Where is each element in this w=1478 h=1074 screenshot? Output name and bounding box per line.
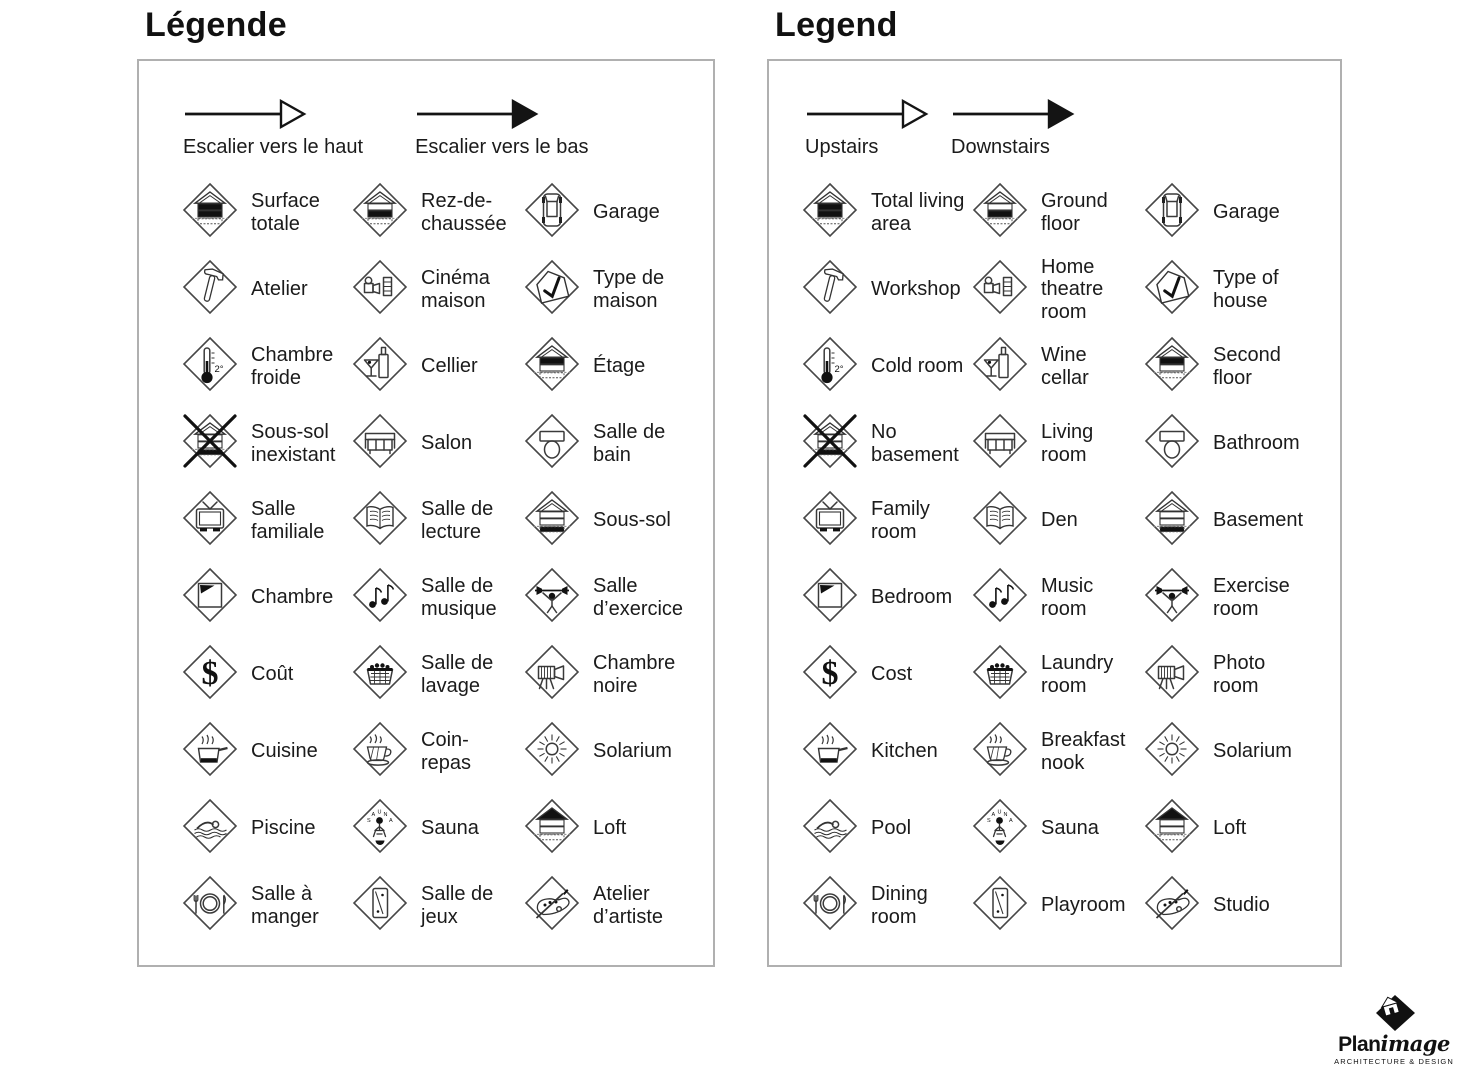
legend-item: [801, 251, 971, 328]
legend-item-label: Music room: [1041, 575, 1094, 620]
legend-item-label: Pool: [871, 817, 912, 840]
legend-item: [181, 405, 351, 482]
stair-arrow-group-open: [183, 97, 363, 159]
film-projector-icon: [971, 258, 1041, 321]
swimmer-icon: [181, 797, 251, 860]
svg-text:A: A: [1009, 818, 1013, 824]
laundry-basket-icon: [351, 643, 421, 706]
wine-bottle-glass-icon: [351, 335, 421, 398]
legend-item-label: Salle d’exercice: [593, 575, 684, 620]
legend-item: [971, 482, 1143, 559]
arrow-label: Escalier vers le haut: [183, 136, 364, 158]
legend-item: [351, 405, 523, 482]
legend-item-label: Rez-de-chaussée: [421, 190, 507, 235]
car-icon: [1143, 181, 1213, 244]
legend-item-label: Loft: [593, 817, 627, 840]
legend-box-french: [137, 59, 715, 967]
artist-palette-icon: [1143, 874, 1213, 937]
legend-item: [523, 713, 713, 790]
house-second-floor-icon: [1143, 335, 1213, 398]
sun-icon: [1143, 720, 1213, 783]
open-book-icon: [971, 489, 1041, 552]
legend-item: [351, 328, 523, 405]
legend-item: [1143, 405, 1340, 482]
legend-item-label: Sauna: [1041, 817, 1099, 840]
house-second-floor-icon: [523, 335, 593, 398]
legend-item: [1143, 328, 1340, 405]
stair-arrows-french: [183, 97, 713, 159]
movie-camera-icon: [1143, 643, 1213, 706]
legend-item: [971, 328, 1143, 405]
legend-item-label: Piscine: [251, 817, 316, 840]
legend-item: [181, 713, 351, 790]
legend-item-label: Bedroom: [871, 586, 953, 609]
weightlifter-icon: [523, 566, 593, 629]
stair-arrow-open: [805, 97, 929, 131]
legend-item: [181, 328, 351, 405]
legend-item-label: Étage: [593, 355, 646, 378]
legend-item: [523, 559, 713, 636]
legend-box-english: [767, 59, 1342, 967]
legend-item: [971, 174, 1143, 251]
bed-fold-icon: [801, 566, 871, 629]
legend-item: [351, 713, 523, 790]
sauna-person-icon: [971, 797, 1041, 860]
wine-bottle-glass-icon: [971, 335, 1041, 398]
legend-item-label: Atelier: [251, 278, 308, 301]
house-total-area-icon: [181, 181, 251, 244]
stair-arrow-open: [183, 97, 307, 131]
svg-text:2°: 2°: [834, 364, 844, 375]
legend-item-label: Solarium: [593, 740, 672, 763]
planimage-tagline: ARCHITECTURE & DESIGN: [1334, 1057, 1454, 1066]
open-book-icon: [351, 489, 421, 552]
sun-icon: [523, 720, 593, 783]
legend-item: [181, 790, 351, 867]
stair-arrow-filled: [951, 97, 1075, 131]
house-crossed-out-icon: [801, 412, 871, 475]
legend-item: [801, 482, 971, 559]
swimmer-icon: [801, 797, 871, 860]
coffee-cup-icon: [351, 720, 421, 783]
legend-item: [971, 405, 1143, 482]
music-notes-icon: [351, 566, 421, 629]
hammer-icon: [801, 258, 871, 321]
legend-item: [351, 251, 523, 328]
arrow-label: Upstairs: [805, 136, 879, 158]
page-title-english: Legend: [775, 6, 898, 44]
legend-item-label: Cinéma maison: [421, 267, 490, 312]
coffee-cup-icon: [971, 720, 1041, 783]
house-basement-icon: [523, 489, 593, 552]
stair-arrow-group-filled: [951, 97, 1075, 159]
thermometer-icon: [801, 335, 871, 398]
legend-item-label: Family room: [871, 498, 930, 543]
legend-item: [181, 251, 351, 328]
legend-item-label: Sous-sol: [593, 509, 671, 532]
dollar-sign-icon: [801, 643, 871, 706]
legend-item-label: Chambre froide: [251, 344, 334, 389]
legend-item-label: Coin-repas: [421, 729, 472, 774]
artist-palette-icon: [523, 874, 593, 937]
legend-item-label: Coût: [251, 663, 294, 686]
house-basement-icon: [1143, 489, 1213, 552]
laundry-basket-icon: [971, 643, 1041, 706]
legend-item-label: Atelier d’artiste: [593, 883, 664, 928]
legend-item: [523, 174, 713, 251]
legend-item: [523, 867, 713, 944]
hammer-icon: [181, 258, 251, 321]
legend-item-label: Solarium: [1213, 740, 1292, 763]
television-icon: [801, 489, 871, 552]
planimage-logo: [1320, 993, 1468, 1066]
legend-item: [523, 790, 713, 867]
legend-item: [181, 559, 351, 636]
arrow-label: Downstairs: [951, 136, 1050, 158]
legend-item-label: Type of house: [1213, 267, 1279, 312]
legend-item-label: Salle à manger: [251, 883, 319, 928]
legend-item-label: Cost: [871, 663, 913, 686]
legend-item-label: Workshop: [871, 278, 961, 301]
legend-item: [801, 636, 971, 713]
weightlifter-icon: [1143, 566, 1213, 629]
legend-item: [351, 790, 523, 867]
legend-item: [1143, 174, 1340, 251]
legend-item: [1143, 713, 1340, 790]
film-projector-icon: [351, 258, 421, 321]
svg-text:2°: 2°: [214, 364, 224, 375]
svg-text:A: A: [991, 812, 996, 818]
svg-text:$: $: [821, 655, 839, 692]
svg-text:S: S: [367, 818, 371, 824]
legend-item: [971, 559, 1143, 636]
legend-item: [801, 790, 971, 867]
movie-camera-icon: [523, 643, 593, 706]
legend-item-label: Cellier: [421, 355, 478, 378]
legend-item: [971, 713, 1143, 790]
legend-item-label: Second floor: [1213, 344, 1281, 389]
stair-arrow-group-filled: [415, 97, 588, 159]
svg-text:$: $: [201, 655, 219, 692]
toilet-icon: [1143, 412, 1213, 475]
house-total-area-icon: [801, 181, 871, 244]
legend-item-label: Basement: [1213, 509, 1304, 532]
legend-item: [523, 482, 713, 559]
legend-item: [523, 328, 713, 405]
legend-item: [801, 867, 971, 944]
legend-item-label: Type de maison: [593, 267, 665, 312]
sauna-person-icon: [351, 797, 421, 860]
legend-item: [801, 405, 971, 482]
house-ground-floor-icon: [351, 181, 421, 244]
legend-item-label: Laundry room: [1041, 652, 1114, 697]
house-checkmark-icon: [1143, 258, 1213, 321]
legend-item: [351, 636, 523, 713]
plate-cutlery-icon: [181, 874, 251, 937]
legend-item-label: Salle de bain: [593, 421, 666, 466]
legend-item-label: Sauna: [421, 817, 479, 840]
legend-item-label: Bathroom: [1213, 432, 1300, 455]
legend-panel-french: [137, 4, 715, 967]
legend-item-label: Cuisine: [251, 740, 318, 763]
legend-item: [1143, 636, 1340, 713]
legend-item: [181, 482, 351, 559]
page-title-french: Légende: [145, 6, 287, 44]
legend-item: [1143, 482, 1340, 559]
legend-item-label: Total living area: [871, 190, 965, 235]
legend-item-label: Home theatre room: [1041, 255, 1104, 323]
legend-item-label: Exercise room: [1213, 575, 1290, 620]
house-ground-floor-icon: [971, 181, 1041, 244]
planimage-wordmark: Planimage: [1338, 1031, 1450, 1056]
house-loft-icon: [523, 797, 593, 860]
sofa-icon: [971, 412, 1041, 475]
legend-item: [1143, 251, 1340, 328]
legend-item-label: Salle de jeux: [421, 883, 494, 928]
stair-arrow-group-open: [805, 97, 929, 159]
svg-text:U: U: [997, 809, 1002, 816]
sofa-icon: [351, 412, 421, 475]
legend-item: [1143, 559, 1340, 636]
legend-item-label: Photo room: [1213, 652, 1266, 697]
cooking-pot-icon: [801, 720, 871, 783]
legend-item: [801, 559, 971, 636]
svg-text:S: S: [987, 818, 991, 824]
legend-grid-english: [801, 174, 1340, 944]
legend-item-label: Breakfast nook: [1041, 729, 1126, 774]
legend-item-label: Dining room: [871, 883, 928, 928]
legend-item: [351, 867, 523, 944]
legend-item: [351, 482, 523, 559]
legend-item: [523, 636, 713, 713]
legend-item-label: Ground floor: [1041, 190, 1108, 235]
legend-item-label: Garage: [1213, 201, 1280, 224]
legend-item-label: Salon: [421, 432, 473, 455]
legend-item: [971, 790, 1143, 867]
legend-item-label: Garage: [593, 201, 660, 224]
legend-item: [181, 174, 351, 251]
legend-item-label: Wine cellar: [1041, 344, 1089, 389]
television-icon: [181, 489, 251, 552]
svg-text:U: U: [377, 809, 382, 816]
car-icon: [523, 181, 593, 244]
legend-item: [971, 636, 1143, 713]
legend-item: [351, 174, 523, 251]
music-notes-icon: [971, 566, 1041, 629]
legend-grid-french: [181, 174, 713, 944]
legend-item-label: Chambre: [251, 586, 334, 609]
legend-item-label: Studio: [1213, 894, 1270, 917]
planimage-house-icon: [1371, 993, 1417, 1033]
thermometer-icon: [181, 335, 251, 398]
stair-arrow-filled: [415, 97, 539, 131]
legend-item-label: Chambre noire: [593, 652, 676, 697]
svg-text:N: N: [1003, 812, 1008, 818]
dollar-sign-icon: [181, 643, 251, 706]
plate-cutlery-icon: [801, 874, 871, 937]
legend-item: [801, 713, 971, 790]
legend-item-label: Kitchen: [871, 740, 938, 763]
legend-item-label: Cold room: [871, 355, 964, 378]
arrow-label: Escalier vers le bas: [415, 136, 589, 158]
legend-item-label: Salle de lavage: [421, 652, 494, 697]
svg-text:A: A: [389, 818, 393, 824]
legend-item: [523, 251, 713, 328]
stair-arrows-english: [805, 97, 1340, 159]
legend-item: [351, 559, 523, 636]
legend-item-label: Playroom: [1041, 894, 1126, 917]
legend-item-label: No basement: [871, 421, 959, 466]
toilet-icon: [523, 412, 593, 475]
legend-item: [801, 328, 971, 405]
cooking-pot-icon: [181, 720, 251, 783]
pool-table-icon: [351, 874, 421, 937]
legend-item: [971, 867, 1143, 944]
legend-item-label: Salle de lecture: [421, 498, 494, 543]
legend-item-label: Living room: [1041, 421, 1094, 466]
legend-item-label: Den: [1041, 509, 1078, 532]
legend-item: [801, 174, 971, 251]
legend-item: [1143, 867, 1340, 944]
house-crossed-out-icon: [181, 412, 251, 475]
legend-item-label: Sous-sol inexistant: [251, 421, 336, 466]
bed-fold-icon: [181, 566, 251, 629]
house-loft-icon: [1143, 797, 1213, 860]
legend-item: [971, 251, 1143, 328]
svg-text:A: A: [371, 812, 376, 818]
legend-item: [1143, 790, 1340, 867]
legend-panel-english: [767, 4, 1342, 967]
svg-text:N: N: [383, 812, 388, 818]
legend-item-label: Surface totale: [251, 190, 320, 235]
legend-item: [181, 636, 351, 713]
legend-item: [523, 405, 713, 482]
legend-item-label: Salle familiale: [251, 498, 325, 543]
legend-item: [181, 867, 351, 944]
legend-item-label: Loft: [1213, 817, 1247, 840]
legend-item-label: Salle de musique: [421, 575, 497, 620]
pool-table-icon: [971, 874, 1041, 937]
house-checkmark-icon: [523, 258, 593, 321]
